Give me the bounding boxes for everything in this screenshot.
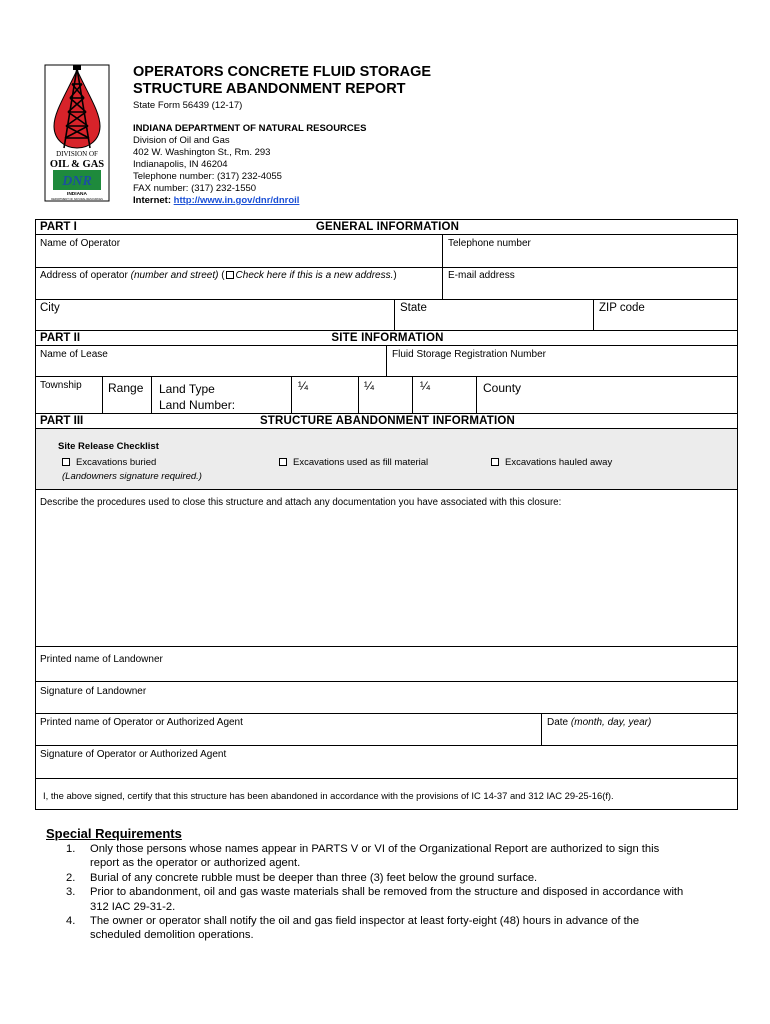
printed-name-landowner-field[interactable]: Printed name of Landowner — [40, 654, 163, 665]
range-field[interactable]: Range — [108, 381, 144, 395]
internet-info — [133, 195, 299, 207]
part-3-label: PART III — [40, 415, 84, 427]
requirement-text: Prior to abandonment, oil and gas waste materials shall be removed from the structure and disposed in accordance with 312 IAC 29-31-2. — [90, 886, 684, 913]
city-field[interactable]: City — [40, 302, 60, 314]
hauled-away-checkbox[interactable] — [491, 458, 499, 466]
requirement-number: 1. — [66, 843, 76, 855]
requirement-text: The owner or operator shall notify the oil and gas field inspector at least forty-eight (48) hours in advance of the scheduled demolition operations. — [90, 915, 640, 942]
division-logo — [44, 64, 110, 202]
logo-indiana-text: INDIANA — [67, 192, 87, 197]
requirement-number: 4. — [66, 915, 76, 928]
address-hint: (number and street) — [130, 270, 219, 281]
part-2-label: PART II — [40, 332, 81, 344]
state-form-number: State Form 56439 (12-17) — [133, 100, 243, 111]
describe-procedures-field[interactable]: Describe the procedures used to close this structure and attach any documentation you have associated with this closure: — [40, 497, 562, 508]
quarter-3-field[interactable]: ¼ — [420, 379, 431, 393]
report-form — [35, 219, 738, 810]
requirement-number: 3. — [66, 886, 76, 899]
address-open-paren: ( — [218, 270, 225, 281]
part-3-title: STRUCTURE ABANDONMENT INFORMATION — [259, 415, 516, 427]
telephone-info: Telephone number: (317) 232-4055 — [133, 171, 282, 182]
new-address-hint: Check here if this is a new address. — [235, 270, 394, 281]
fill-material-checkbox[interactable] — [279, 458, 287, 466]
special-requirements-list — [66, 842, 686, 943]
requirement-item — [66, 914, 686, 943]
landowner-signature-note: (Landowners signature required.) — [62, 471, 202, 482]
address-line-1: 402 W. Washington St., Rm. 293 — [133, 147, 271, 158]
title-line-2: STRUCTURE ABANDONMENT REPORT — [133, 81, 406, 97]
address-close-paren: ) — [393, 270, 397, 281]
printed-name-operator-field[interactable]: Printed name of Operator or Authorized Agent — [40, 717, 243, 728]
fill-material-label: Excavations used as fill material — [293, 457, 429, 468]
date-label: Date — [547, 717, 571, 728]
division-name: Division of Oil and Gas — [133, 135, 230, 146]
certification-statement: I, the above signed, certify that this structure has been abandoned in accordance with the provisions of IC 14-37 and 312 IAC 29-25-16(f). — [43, 790, 614, 801]
signature-landowner-field[interactable]: Signature of Landowner — [40, 686, 147, 697]
state-field[interactable]: State — [400, 302, 427, 314]
logo-dnr-text: DNR — [62, 174, 92, 189]
option-excavations-buried[interactable] — [62, 457, 156, 469]
quarter-1-field[interactable]: ¼ — [298, 379, 309, 393]
name-of-operator-field[interactable]: Name of Operator — [40, 238, 121, 249]
agency-name: INDIANA DEPARTMENT OF NATURAL RESOURCES — [133, 123, 367, 134]
requirement-number: 2. — [66, 871, 76, 884]
date-field[interactable] — [547, 717, 651, 729]
signature-operator-field[interactable]: Signature of Operator or Authorized Agent — [40, 749, 227, 760]
excavations-buried-checkbox[interactable] — [62, 458, 70, 466]
land-number-field[interactable]: Land Number: — [159, 398, 236, 412]
form-title — [133, 64, 553, 98]
option-fill-material[interactable] — [279, 457, 428, 469]
address-of-operator-field[interactable] — [40, 270, 397, 282]
internet-link[interactable]: http://www.in.gov/dnr/dnroil — [173, 195, 300, 206]
requirement-text: Burial of any concrete rubble must be deeper than three (3) feet below the ground surface. — [90, 871, 538, 884]
quarter-2-field[interactable]: ¼ — [364, 379, 375, 393]
county-field[interactable]: County — [483, 381, 522, 395]
part-2-title: SITE INFORMATION — [331, 332, 444, 344]
land-type-field[interactable]: Land Type — [159, 382, 215, 396]
requirement-item — [66, 842, 686, 871]
logo-oil-gas-text: OIL & GAS — [49, 159, 105, 170]
name-of-lease-field[interactable]: Name of Lease — [40, 349, 108, 360]
part-1-title: GENERAL INFORMATION — [315, 221, 460, 233]
internet-label: Internet: — [133, 195, 174, 206]
zip-code-field[interactable]: ZIP code — [599, 302, 645, 314]
registration-number-field[interactable]: Fluid Storage Registration Number — [392, 349, 546, 360]
address-label: Address of operator — [40, 270, 131, 281]
title-line-1: OPERATORS CONCRETE FLUID STORAGE — [133, 64, 432, 80]
option-hauled-away[interactable] — [491, 457, 612, 469]
requirement-text: Only those persons whose names appear in PARTS V or VI of the Organizational Report are authorized to sign this report as the operator or authorized agent. — [90, 843, 660, 870]
hauled-away-label: Excavations hauled away — [505, 457, 613, 468]
township-field[interactable]: Township — [40, 380, 82, 391]
email-address-field[interactable]: E-mail address — [448, 270, 515, 281]
checklist-title: Site Release Checklist — [58, 441, 159, 452]
new-address-checkbox[interactable] — [226, 271, 234, 279]
date-hint: (month, day, year) — [570, 717, 652, 728]
special-requirements-title: Special Requirements — [46, 826, 182, 841]
excavations-buried-label: Excavations buried — [76, 457, 157, 468]
address-line-2: Indianapolis, IN 46204 — [133, 159, 228, 170]
requirement-item — [66, 885, 686, 914]
telephone-number-field[interactable]: Telephone number — [448, 238, 531, 249]
logo-division-text: DIVISION OF — [56, 150, 98, 158]
logo-dept-text: DEPARTMENT OF NATURAL RESOURCES — [51, 198, 103, 201]
part-1-label: PART I — [40, 221, 77, 233]
requirement-item — [66, 871, 686, 885]
fax-info: FAX number: (317) 232-1550 — [133, 183, 257, 194]
